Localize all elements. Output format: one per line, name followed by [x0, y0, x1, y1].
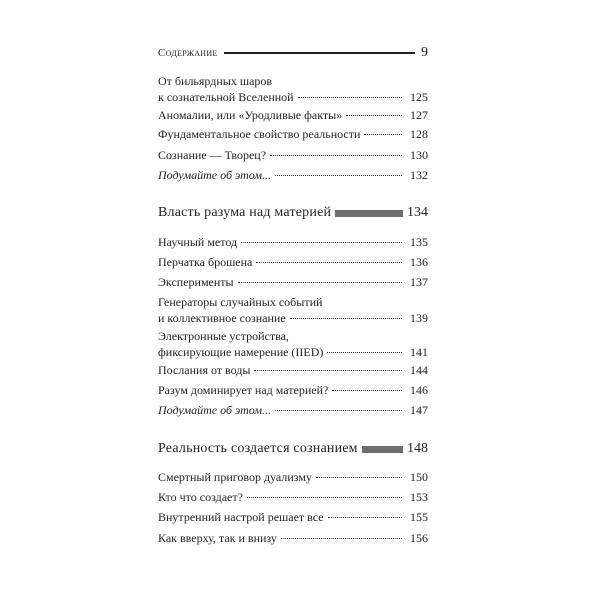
toc-entry[interactable]	[158, 530, 428, 546]
leader-dots	[254, 369, 402, 371]
toc-entry-page: 128	[410, 127, 428, 141]
toc-entry-title: Эксперименты	[158, 275, 234, 289]
toc-entry[interactable]	[158, 328, 428, 360]
toc-entry-title: Как вверху, так и внизу	[158, 531, 277, 545]
toc-entry-title: Генераторы случайных событий	[158, 295, 323, 309]
toc-entry-page: 125	[410, 90, 428, 104]
leader-dots	[275, 174, 402, 176]
leader-dots	[290, 317, 402, 319]
toc-entry-page: 153	[410, 490, 428, 504]
toc-entry-title: Разум доминирует над материей?	[158, 383, 329, 397]
toc-entry[interactable]	[158, 274, 428, 290]
toc-entry-page: 144	[410, 363, 428, 377]
toc-entry[interactable]	[158, 107, 428, 123]
toc-entry-page: 135	[410, 235, 428, 249]
toc-entry[interactable]	[158, 382, 428, 398]
toc-entry-title: Подумайте об этом...	[158, 168, 271, 182]
leader-dots	[241, 241, 402, 243]
section-title: Реальность создается сознанием	[158, 441, 358, 456]
toc-entry[interactable]	[158, 469, 428, 485]
toc-entry-page: 155	[410, 510, 428, 524]
section-title: Власть разума над материей	[158, 205, 332, 220]
toc-entry-page: 156	[410, 531, 428, 545]
toc-entry-page: 127	[410, 108, 428, 122]
leader-dots	[281, 537, 402, 539]
leader-dots	[332, 389, 402, 391]
page-number: 9	[421, 45, 428, 60]
leader-dots	[346, 114, 402, 116]
toc-entry-page: 136	[410, 255, 428, 269]
toc-entry-title: Кто что создает?	[158, 490, 243, 504]
toc-entry[interactable]	[158, 234, 428, 250]
toc-entry-title: Сознание — Творец?	[158, 148, 267, 162]
toc-entry-page: 132	[410, 168, 428, 182]
leader-dots	[298, 96, 402, 98]
toc-entry-title: фиксирующие намерение (IIED)	[158, 345, 324, 359]
section-heading[interactable]	[158, 441, 428, 457]
toc-entry-page: 137	[410, 275, 428, 289]
toc-entry-page: 141	[410, 345, 428, 359]
leader-dots	[238, 281, 402, 283]
leader-dots	[364, 133, 402, 135]
section-page: 148	[407, 441, 428, 456]
leader-dots	[275, 409, 402, 411]
toc-entry-page: 150	[410, 470, 428, 484]
running-head	[158, 45, 428, 61]
toc-entry[interactable]	[158, 147, 428, 163]
leader-dots	[256, 261, 402, 263]
toc-entry-title: Перчатка брошена	[158, 255, 253, 269]
leader-dots	[247, 496, 402, 498]
section-bar	[362, 446, 403, 453]
toc-entry[interactable]	[158, 489, 428, 505]
section-bar	[335, 210, 403, 217]
toc-entry-page: 146	[410, 383, 428, 397]
section-page: 134	[407, 205, 428, 220]
running-head-title: Содержание	[158, 47, 218, 59]
toc-entry[interactable]	[158, 509, 428, 525]
toc-entry-title: Фундаментальное свойство реальности	[158, 127, 361, 141]
toc-entry-title: Подумайте об этом...	[158, 403, 271, 417]
toc-entry[interactable]	[158, 167, 428, 183]
leader-dots	[316, 476, 402, 478]
toc-entry-title: Послания от воды	[158, 363, 251, 377]
leader-dots	[328, 516, 402, 518]
leader-dots	[270, 154, 402, 156]
toc-entry-page: 139	[410, 311, 428, 325]
toc-entry[interactable]	[158, 254, 428, 270]
running-head-rule	[224, 52, 415, 54]
toc-entry-title: Смертный приговор дуализму	[158, 470, 312, 484]
toc-entry[interactable]	[158, 73, 428, 105]
leader-dots	[327, 351, 402, 353]
toc-entry[interactable]	[158, 294, 428, 326]
toc-entry-page: 130	[410, 148, 428, 162]
toc-entry[interactable]	[158, 362, 428, 378]
toc-entry[interactable]	[158, 126, 428, 142]
toc-entry-title: и коллективное сознание	[158, 311, 286, 325]
toc-entry-title: к сознательной Вселенной	[158, 90, 294, 104]
section-heading[interactable]	[158, 205, 428, 221]
toc-entry[interactable]	[158, 402, 428, 418]
toc-entry-title: Электронные устройства,	[158, 329, 289, 343]
toc-entry-title: Научный метод	[158, 235, 238, 249]
toc-entry-title: От бильярдных шаров	[158, 74, 273, 88]
toc-entry-page: 147	[410, 403, 428, 417]
toc-entry-title: Аномалии, или «Уродливые факты»	[158, 108, 343, 122]
toc-entry-title: Внутренний настрой решает все	[158, 510, 324, 524]
